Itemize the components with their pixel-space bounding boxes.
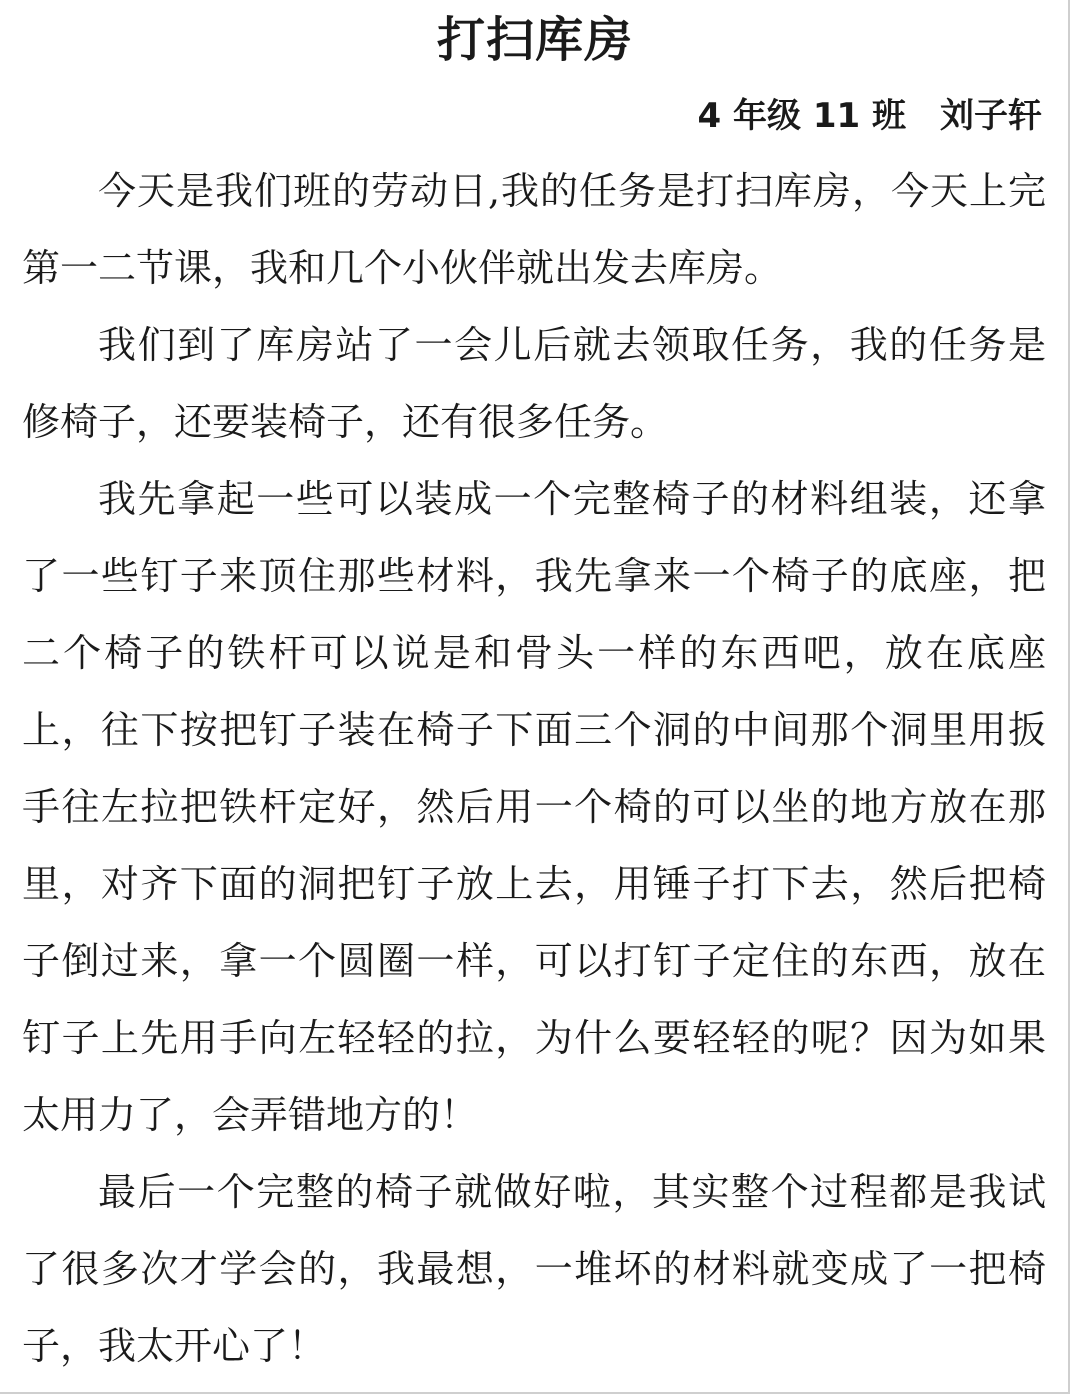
paragraph-1: 今天是我们班的劳动日,我的任务是打扫库房，今天上完第一二节课，我和几个小伙伴就出发去库房。 [22,169,1046,290]
author-byline: 4 年级 11 班 刘子轩 [697,96,1042,136]
paragraph-4: 最后一个完整的椅子就做好啦，其实整个过程都是我试了很多次才学会的，我最想，一堆坏的材料就变成了一把椅子，我太开心了！ [22,1170,1046,1368]
essay-body [22,153,1046,1385]
essay-title: 打扫库房 [436,12,633,68]
paragraph-3: 我先拿起一些可以装成一个完整椅子的材料组装，还拿了一些钉子来顶住那些材料，我先拿来一个椅子的底座，把二个椅子的铁杆可以说是和骨头一样的东西吧，放在底座上，往下按把钉子装在椅子下面三个洞的中间那个洞里用扳手往左拉把铁杆定好，然后用一个椅的可以坐的地方放在那里，对齐下面的洞把钉子放上去，用锤子打下去，然后把椅子倒过来，拿一个圆圈一样，可以打钉子定住的东西，放在钉子上先用手向左轻轻的拉，为什么要轻轻的呢？因为如果太用力了，会弄错地方的！ [22,477,1046,1137]
paragraph-2: 我们到了库房站了一会儿后就去领取任务，我的任务是修椅子，还要装椅子，还有很多任务。 [22,323,1046,444]
